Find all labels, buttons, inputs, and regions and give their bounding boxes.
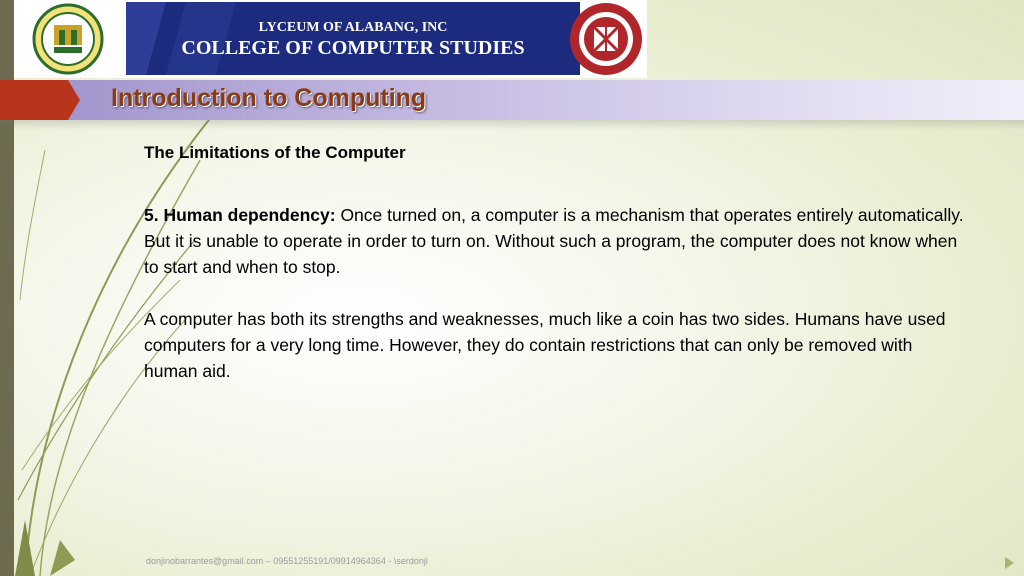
lyceum-seal-icon: [32, 3, 104, 75]
college-banner: [126, 2, 580, 75]
conclusion-paragraph: A computer has both its strengths and weaknesses, much like a coin has two sides. Humans have used computers for a very long time. However, they do contain restrictions that can only be removed with human aid.: [144, 309, 946, 381]
footer-contact: donjinobarrantes@gmail.com – 09551255191/09914964364 - \serdonji: [146, 556, 428, 566]
corner-triangle-icon: [1005, 557, 1014, 569]
ccs-seal-icon: [568, 1, 644, 77]
point-paragraph: [144, 202, 964, 280]
institution-name: LYCEUM OF ALABANG, INC: [258, 20, 448, 35]
content-area: [144, 140, 964, 384]
college-name: COLLEGE OF COMPUTER STUDIES: [181, 37, 525, 59]
header: [14, 0, 647, 78]
arrow-marker-icon: [0, 80, 80, 120]
point-text: Once turned on, a computer is a mechanism that operates entirely automatically. But it is unable to operate in order to turn on. Without such a program, the computer does not know when to start and when to stop.: [144, 205, 964, 277]
slide-title: Introduction to Computing: [111, 84, 427, 112]
point-label: 5. Human dependency:: [144, 205, 336, 225]
title-shadow: [0, 120, 1024, 130]
section-heading: The Limitations of the Computer: [144, 143, 406, 162]
